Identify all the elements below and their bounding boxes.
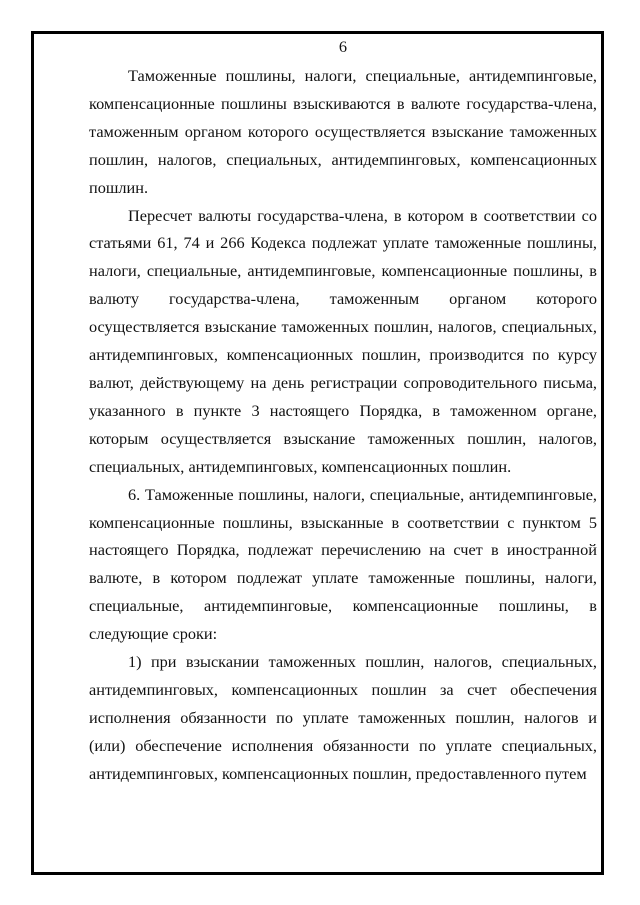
document-body xyxy=(89,36,597,788)
paragraph-subitem-1: 1) при взыскании таможенных пошлин, налогов, специальных, антидемпинговых, компенсационных пошлин за счет обеспечения исполнения обязанности по уплате таможенных пошлин, налогов и (или) обеспечение исполнения обязанности по уплате специальных, антидемпинговых, компенсационных пошлин, предоставленного путем xyxy=(89,652,597,783)
page-number: 6 xyxy=(338,37,348,56)
paragraph-item-6: 6. Таможенные пошлины, налоги, специальные, антидемпинговые, компенсационные пошлины, взысканные в соответствии с пунктом 5 настоящего Порядка, подлежат перечислению на счет в иностранной валюте, в котором подлежат уплате таможенные пошлины, налоги, специальные, антидемпинговые, компенсационные пошлины, в следующие сроки: xyxy=(89,484,597,644)
paragraph-currency-collection: Таможенные пошлины, налоги, специальные, антидемпинговые, компенсационные пошлины взыскиваются в валюте государства-члена, таможенным органом которого осуществляется взыскание таможенных пошлин, налогов, специальных, антидемпинговых, компенсационных пошлин. xyxy=(89,66,597,197)
paragraph-currency-conversion: Пересчет валюты государства-члена, в котором в соответствии со статьями 61, 74 и 266 Кодекса подлежат уплате таможенные пошлины, налоги, специальные, антидемпинговые, компенсационные пошлины, в валюту государства-члена, таможенным органом которого осуществляется взыскание таможенных пошлин, налогов, специальных, антидемпинговых, компенсационных пошлин, производится по курсу валют, действующему на день регистрации сопроводительного письма, указанного в пункте 3 настоящего Порядка, в таможенном органе, которым осуществляется взыскание таможенных пошлин, налогов, специальных, антидемпинговых, компенсационных пошлин. xyxy=(89,205,597,476)
